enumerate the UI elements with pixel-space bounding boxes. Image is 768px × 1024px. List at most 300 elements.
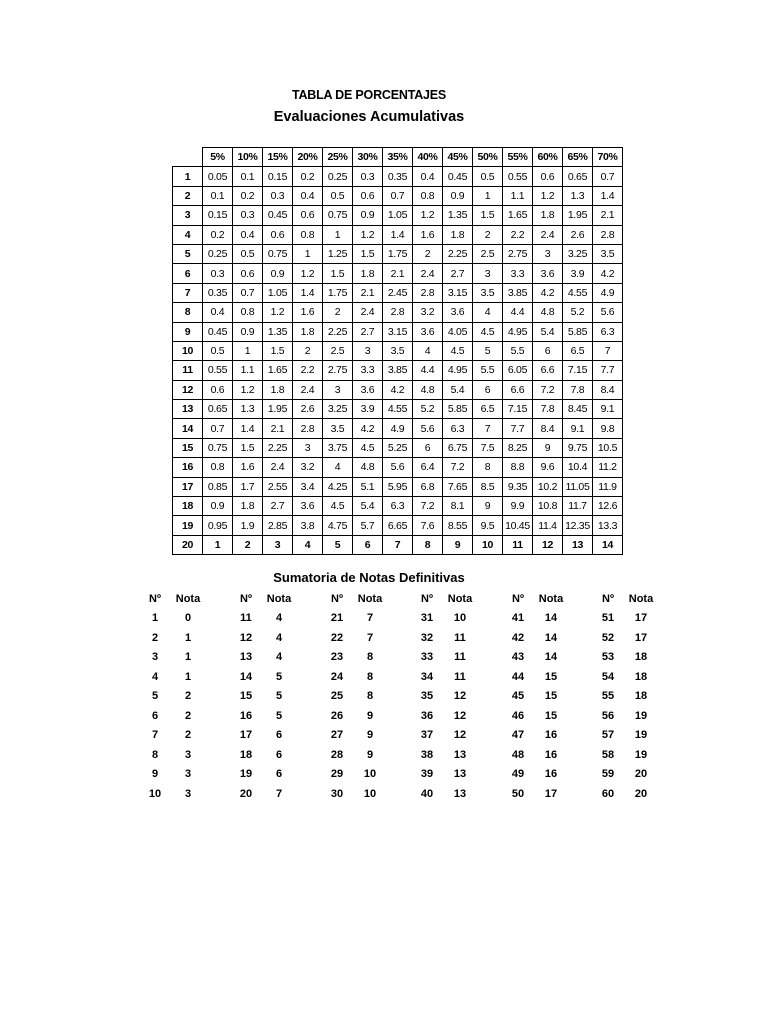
table-cell: 9.75 — [563, 438, 593, 457]
header-nota: Nota — [175, 592, 201, 605]
header-no: Nº — [512, 592, 524, 605]
table-cell: 3.9 — [353, 400, 383, 419]
table-cell: 6.6 — [533, 361, 563, 380]
table-row — [173, 535, 623, 554]
table-cell: 0.8 — [203, 458, 233, 477]
sumatoria-nota: 20 — [634, 768, 648, 781]
row-header: 19 — [173, 516, 203, 535]
sumatoria-number: 17 — [239, 729, 253, 742]
row-header: 14 — [173, 419, 203, 438]
table-cell: 8.4 — [533, 419, 563, 438]
table-cell: 1.8 — [353, 264, 383, 283]
table-cell: 4.2 — [353, 419, 383, 438]
sumatoria-number: 46 — [511, 709, 525, 722]
row-header: 16 — [173, 458, 203, 477]
sumatoria-row — [324, 706, 390, 726]
table-cell: 3.3 — [353, 361, 383, 380]
table-cell: 0.25 — [203, 244, 233, 263]
sumatoria-row — [595, 687, 661, 707]
table-cell: 2.4 — [353, 303, 383, 322]
table-cell: 0.35 — [383, 167, 413, 186]
column-header: 40% — [413, 148, 443, 167]
row-header: 18 — [173, 497, 203, 516]
table-cell: 2.45 — [383, 283, 413, 302]
sumatoria-row — [142, 687, 208, 707]
table-cell: 2.8 — [383, 303, 413, 322]
table-cell: 5.1 — [353, 477, 383, 496]
table-cell: 13 — [563, 535, 593, 554]
table-cell: 2 — [323, 303, 353, 322]
sumatoria-row — [324, 726, 390, 746]
sumatoria-number: 54 — [601, 670, 615, 683]
table-cell: 3.6 — [413, 322, 443, 341]
sumatoria-number: 59 — [601, 768, 615, 781]
sumatoria-nota: 11 — [454, 651, 466, 664]
table-cell: 1 — [293, 244, 323, 263]
table-cell: 4 — [413, 341, 443, 360]
header-no: Nº — [421, 592, 433, 605]
table-cell: 0.35 — [203, 283, 233, 302]
sumatoria-nota: 18 — [634, 690, 648, 703]
table-cell: 4.4 — [503, 303, 533, 322]
table-cell: 6.3 — [443, 419, 473, 438]
table-cell: 1.2 — [533, 186, 563, 205]
table-cell: 3.9 — [563, 264, 593, 283]
table-cell: 3.2 — [293, 458, 323, 477]
table-cell: 1.35 — [263, 322, 293, 341]
sumatoria-row — [595, 609, 661, 629]
table-cell: 0.6 — [353, 186, 383, 205]
table-cell: 3 — [353, 341, 383, 360]
table-cell: 0.9 — [443, 186, 473, 205]
sumatoria-number: 23 — [330, 651, 344, 664]
table-cell: 1.3 — [233, 400, 263, 419]
table-cell: 11.05 — [563, 477, 593, 496]
table-cell: 3.4 — [293, 477, 323, 496]
table-cell: 3.5 — [383, 341, 413, 360]
table-cell: 0.3 — [203, 264, 233, 283]
table-cell: 2.7 — [443, 264, 473, 283]
table-cell: 1.4 — [293, 283, 323, 302]
sumatoria-nota: 17 — [634, 631, 648, 644]
column-header: 60% — [533, 148, 563, 167]
table-cell: 7.15 — [563, 361, 593, 380]
sumatoria-row — [324, 667, 390, 687]
table-cell: 5.4 — [443, 380, 473, 399]
sumatoria-number: 40 — [420, 787, 434, 800]
table-cell: 3.85 — [503, 283, 533, 302]
table-cell: 3.25 — [563, 244, 593, 263]
table-cell: 5.5 — [473, 361, 503, 380]
header-nota: Nota — [266, 592, 292, 605]
column-header: 15% — [263, 148, 293, 167]
sumatoria-number: 30 — [330, 787, 344, 800]
sumatoria-row — [233, 765, 299, 785]
table-cell: 7.8 — [563, 380, 593, 399]
sumatoria-nota: 16 — [544, 768, 558, 781]
sumatoria-number: 38 — [420, 748, 434, 761]
table-cell: 9.9 — [503, 497, 533, 516]
sumatoria-nota: 12 — [453, 729, 467, 742]
table-cell: 3 — [323, 380, 353, 399]
table-cell: 6.65 — [383, 516, 413, 535]
table-cell: 9 — [473, 497, 503, 516]
sumatoria-row — [595, 706, 661, 726]
table-cell: 6.6 — [503, 380, 533, 399]
table-cell: 2.2 — [293, 361, 323, 380]
sumatoria-number: 22 — [330, 631, 344, 644]
table-cell: 2.2 — [503, 225, 533, 244]
header-nota: Nota — [538, 592, 564, 605]
sumatoria-row — [505, 667, 571, 687]
row-header: 7 — [173, 283, 203, 302]
sumatoria-number: 56 — [601, 709, 615, 722]
table-cell: 9.6 — [533, 458, 563, 477]
table-cell: 0.8 — [293, 225, 323, 244]
column-header: 35% — [383, 148, 413, 167]
sumatoria-nota: 15 — [544, 670, 558, 683]
table-cell: 2.4 — [293, 380, 323, 399]
sumatoria-number: 50 — [511, 787, 525, 800]
table-cell: 6 — [413, 438, 443, 457]
sumatoria-number: 48 — [511, 748, 525, 761]
table-row — [173, 361, 623, 380]
table-cell: 2.8 — [593, 225, 623, 244]
sumatoria-nota: 19 — [634, 748, 648, 761]
sumatoria-number: 15 — [239, 690, 253, 703]
table-row — [173, 419, 623, 438]
table-cell: 7.2 — [533, 380, 563, 399]
table-cell: 6.4 — [413, 458, 443, 477]
table-cell: 1 — [473, 186, 503, 205]
table-cell: 0.15 — [203, 206, 233, 225]
sumatoria-nota: 12 — [453, 690, 467, 703]
table-row — [173, 283, 623, 302]
table-cell: 1.2 — [263, 303, 293, 322]
row-header: 2 — [173, 186, 203, 205]
sumatoria-column — [324, 589, 390, 804]
table-row — [173, 322, 623, 341]
table-cell: 5 — [473, 341, 503, 360]
table-cell: 2 — [293, 341, 323, 360]
table-cell: 1.8 — [533, 206, 563, 225]
table-cell: 0.65 — [563, 167, 593, 186]
table-cell: 5.4 — [533, 322, 563, 341]
table-cell: 4.4 — [413, 361, 443, 380]
sumatoria-number: 24 — [330, 670, 344, 683]
table-cell: 1.6 — [233, 458, 263, 477]
table-cell: 7.6 — [413, 516, 443, 535]
row-header: 20 — [173, 535, 203, 554]
sumatoria-column — [595, 589, 661, 804]
page-subtitle: Evaluaciones Acumulativas — [273, 109, 465, 125]
table-cell: 6.8 — [413, 477, 443, 496]
table-cell: 1.35 — [443, 206, 473, 225]
table-cell: 1.2 — [413, 206, 443, 225]
table-cell: 3.85 — [383, 361, 413, 380]
table-cell: 4.95 — [503, 322, 533, 341]
table-cell: 2.7 — [263, 497, 293, 516]
sumatoria-nota: 13 — [453, 748, 467, 761]
table-cell: 2.1 — [353, 283, 383, 302]
sumatoria-number: 33 — [420, 651, 434, 664]
table-row — [173, 303, 623, 322]
table-cell: 2.1 — [263, 419, 293, 438]
table-row — [173, 497, 623, 516]
sumatoria-row — [505, 687, 571, 707]
sumatoria-column — [233, 589, 299, 804]
sumatoria-nota: 19 — [634, 709, 648, 722]
sumatoria-number: 29 — [330, 768, 344, 781]
table-cell: 12.6 — [593, 497, 623, 516]
table-cell: 3 — [473, 264, 503, 283]
sumatoria-nota: 4 — [275, 631, 283, 644]
sumatoria-row — [233, 726, 299, 746]
table-cell: 8.4 — [593, 380, 623, 399]
sumatoria-header-row — [595, 589, 661, 609]
table-cell: 0.5 — [473, 167, 503, 186]
sumatoria-row — [414, 687, 480, 707]
table-cell: 0.8 — [233, 303, 263, 322]
table-cell: 8 — [473, 458, 503, 477]
sumatoria-number: 41 — [511, 612, 525, 625]
sumatoria-number: 19 — [239, 768, 253, 781]
table-cell: 5.2 — [563, 303, 593, 322]
table-cell: 6.75 — [443, 438, 473, 457]
table-corner — [173, 148, 203, 167]
table-cell: 2.5 — [473, 244, 503, 263]
sumatoria-nota: 12 — [453, 709, 467, 722]
table-cell: 0.7 — [383, 186, 413, 205]
table-cell: 0.4 — [233, 225, 263, 244]
table-row — [173, 458, 623, 477]
sumatoria-number: 27 — [330, 729, 344, 742]
sumatoria-title: Sumatoria de Notas Definitivas — [273, 570, 465, 585]
sumatoria-nota: 9 — [366, 729, 374, 742]
table-cell: 2.7 — [353, 322, 383, 341]
table-cell: 9.35 — [503, 477, 533, 496]
sumatoria-header-row — [324, 589, 390, 609]
table-cell: 4.9 — [383, 419, 413, 438]
table-cell: 4.55 — [563, 283, 593, 302]
sumatoria-row — [233, 628, 299, 648]
sumatoria-nota: 11 — [454, 670, 466, 683]
table-row — [173, 477, 623, 496]
table-cell: 2.25 — [443, 244, 473, 263]
table-cell: 1 — [203, 535, 233, 554]
table-row — [173, 516, 623, 535]
table-cell: 5.85 — [443, 400, 473, 419]
sumatoria-nota: 18 — [634, 651, 648, 664]
table-cell: 14 — [593, 535, 623, 554]
sumatoria-row — [233, 667, 299, 687]
table-cell: 12 — [533, 535, 563, 554]
sumatoria-number: 57 — [601, 729, 615, 742]
table-cell: 3 — [263, 535, 293, 554]
sumatoria-number: 53 — [601, 651, 615, 664]
sumatoria-number: 16 — [239, 709, 253, 722]
sumatoria-nota: 7 — [275, 787, 283, 800]
table-cell: 9 — [533, 438, 563, 457]
sumatoria-number: 8 — [151, 748, 159, 761]
table-cell: 3.6 — [293, 497, 323, 516]
table-cell: 1.75 — [383, 244, 413, 263]
table-cell: 2.75 — [323, 361, 353, 380]
table-cell: 7 — [383, 535, 413, 554]
sumatoria-number: 18 — [239, 748, 253, 761]
sumatoria-number: 7 — [151, 729, 159, 742]
sumatoria-number: 34 — [420, 670, 434, 683]
sumatoria-number: 20 — [239, 787, 253, 800]
row-header: 12 — [173, 380, 203, 399]
row-header: 15 — [173, 438, 203, 457]
table-cell: 5.95 — [383, 477, 413, 496]
column-header: 70% — [593, 148, 623, 167]
sumatoria-header-row — [142, 589, 208, 609]
table-cell: 1.2 — [353, 225, 383, 244]
sumatoria-nota: 2 — [184, 709, 192, 722]
table-cell: 0.4 — [413, 167, 443, 186]
sumatoria-row — [142, 706, 208, 726]
table-cell: 8 — [413, 535, 443, 554]
header-no: Nº — [602, 592, 614, 605]
sumatoria-nota: 7 — [366, 631, 374, 644]
header-no: Nº — [240, 592, 252, 605]
sumatoria-nota: 7 — [366, 612, 374, 625]
table-cell: 5.6 — [383, 458, 413, 477]
table-cell: 4.8 — [353, 458, 383, 477]
row-header: 11 — [173, 361, 203, 380]
sumatoria-header-row — [505, 589, 571, 609]
table-cell: 0.4 — [293, 186, 323, 205]
header-nota: Nota — [628, 592, 654, 605]
sumatoria-row — [505, 609, 571, 629]
sumatoria-number: 26 — [330, 709, 344, 722]
table-cell: 4.95 — [443, 361, 473, 380]
sumatoria-row — [505, 784, 571, 804]
sumatoria-row — [324, 628, 390, 648]
table-cell: 1.1 — [233, 361, 263, 380]
sumatoria-row — [414, 726, 480, 746]
table-cell: 4.9 — [593, 283, 623, 302]
table-cell: 1.8 — [263, 380, 293, 399]
table-cell: 8.5 — [473, 477, 503, 496]
table-cell: 0.45 — [203, 322, 233, 341]
sumatoria-number: 31 — [420, 612, 434, 625]
sumatoria-row — [595, 667, 661, 687]
sumatoria-number: 3 — [151, 651, 159, 664]
sumatoria-row — [142, 667, 208, 687]
table-cell: 2.1 — [383, 264, 413, 283]
sumatoria-nota: 8 — [366, 690, 374, 703]
sumatoria-row — [233, 687, 299, 707]
table-cell: 0.7 — [593, 167, 623, 186]
sumatoria-nota: 11 — [454, 631, 466, 644]
table-cell: 6.3 — [593, 322, 623, 341]
table-cell: 10 — [473, 535, 503, 554]
page-title: TABLA DE PORCENTAJES — [291, 88, 447, 102]
sumatoria-number: 60 — [601, 787, 615, 800]
sumatoria-nota: 18 — [634, 670, 648, 683]
table-cell: 10.45 — [503, 516, 533, 535]
table-cell: 0.3 — [263, 186, 293, 205]
table-cell: 5 — [323, 535, 353, 554]
table-cell: 3.2 — [413, 303, 443, 322]
table-cell: 1.8 — [233, 497, 263, 516]
table-cell: 1.95 — [263, 400, 293, 419]
table-cell: 6.5 — [563, 341, 593, 360]
table-cell: 5.4 — [353, 497, 383, 516]
table-cell: 0.55 — [203, 361, 233, 380]
sumatoria-nota: 14 — [544, 612, 558, 625]
table-row — [173, 206, 623, 225]
sumatoria-nota: 3 — [184, 768, 192, 781]
sumatoria-row — [505, 726, 571, 746]
table-cell: 11.9 — [593, 477, 623, 496]
sumatoria-nota: 15 — [544, 709, 558, 722]
table-cell: 2.85 — [263, 516, 293, 535]
sumatoria-nota: 15 — [544, 690, 558, 703]
table-cell: 0.05 — [203, 167, 233, 186]
table-row — [173, 186, 623, 205]
table-cell: 0.15 — [263, 167, 293, 186]
sumatoria-row — [505, 628, 571, 648]
table-cell: 6 — [533, 341, 563, 360]
sumatoria-nota: 5 — [275, 670, 283, 683]
table-cell: 1.8 — [443, 225, 473, 244]
sumatoria-number: 39 — [420, 768, 434, 781]
table-cell: 1.2 — [233, 380, 263, 399]
sumatoria-row — [233, 648, 299, 668]
table-cell: 1.75 — [323, 283, 353, 302]
table-cell: 3.3 — [503, 264, 533, 283]
sumatoria-nota: 14 — [544, 651, 558, 664]
sumatoria-nota: 2 — [184, 729, 192, 742]
table-cell: 4.5 — [473, 322, 503, 341]
sumatoria-header-row — [414, 589, 480, 609]
table-cell: 6.05 — [503, 361, 533, 380]
sumatoria-number: 51 — [601, 612, 615, 625]
table-cell: 4.8 — [533, 303, 563, 322]
sumatoria-nota: 5 — [275, 690, 283, 703]
table-cell: 11.2 — [593, 458, 623, 477]
column-header: 65% — [563, 148, 593, 167]
table-cell: 5.7 — [353, 516, 383, 535]
sumatoria-number: 43 — [511, 651, 525, 664]
table-cell: 0.75 — [203, 438, 233, 457]
table-cell: 1 — [233, 341, 263, 360]
table-cell: 7.8 — [533, 400, 563, 419]
column-header: 5% — [203, 148, 233, 167]
table-cell: 0.2 — [233, 186, 263, 205]
sumatoria-column — [414, 589, 480, 804]
table-cell: 4 — [473, 303, 503, 322]
table-cell: 12.35 — [563, 516, 593, 535]
sumatoria-nota: 9 — [366, 709, 374, 722]
table-cell: 2.25 — [263, 438, 293, 457]
table-cell: 0.8 — [413, 186, 443, 205]
table-cell: 6.5 — [473, 400, 503, 419]
sumatoria-row — [324, 648, 390, 668]
sumatoria-number: 14 — [239, 670, 253, 683]
row-header: 17 — [173, 477, 203, 496]
table-cell: 0.6 — [293, 206, 323, 225]
table-cell: 2.25 — [323, 322, 353, 341]
table-cell: 2.8 — [413, 283, 443, 302]
sumatoria-row — [142, 648, 208, 668]
table-row — [173, 244, 623, 263]
sumatoria-row — [142, 784, 208, 804]
